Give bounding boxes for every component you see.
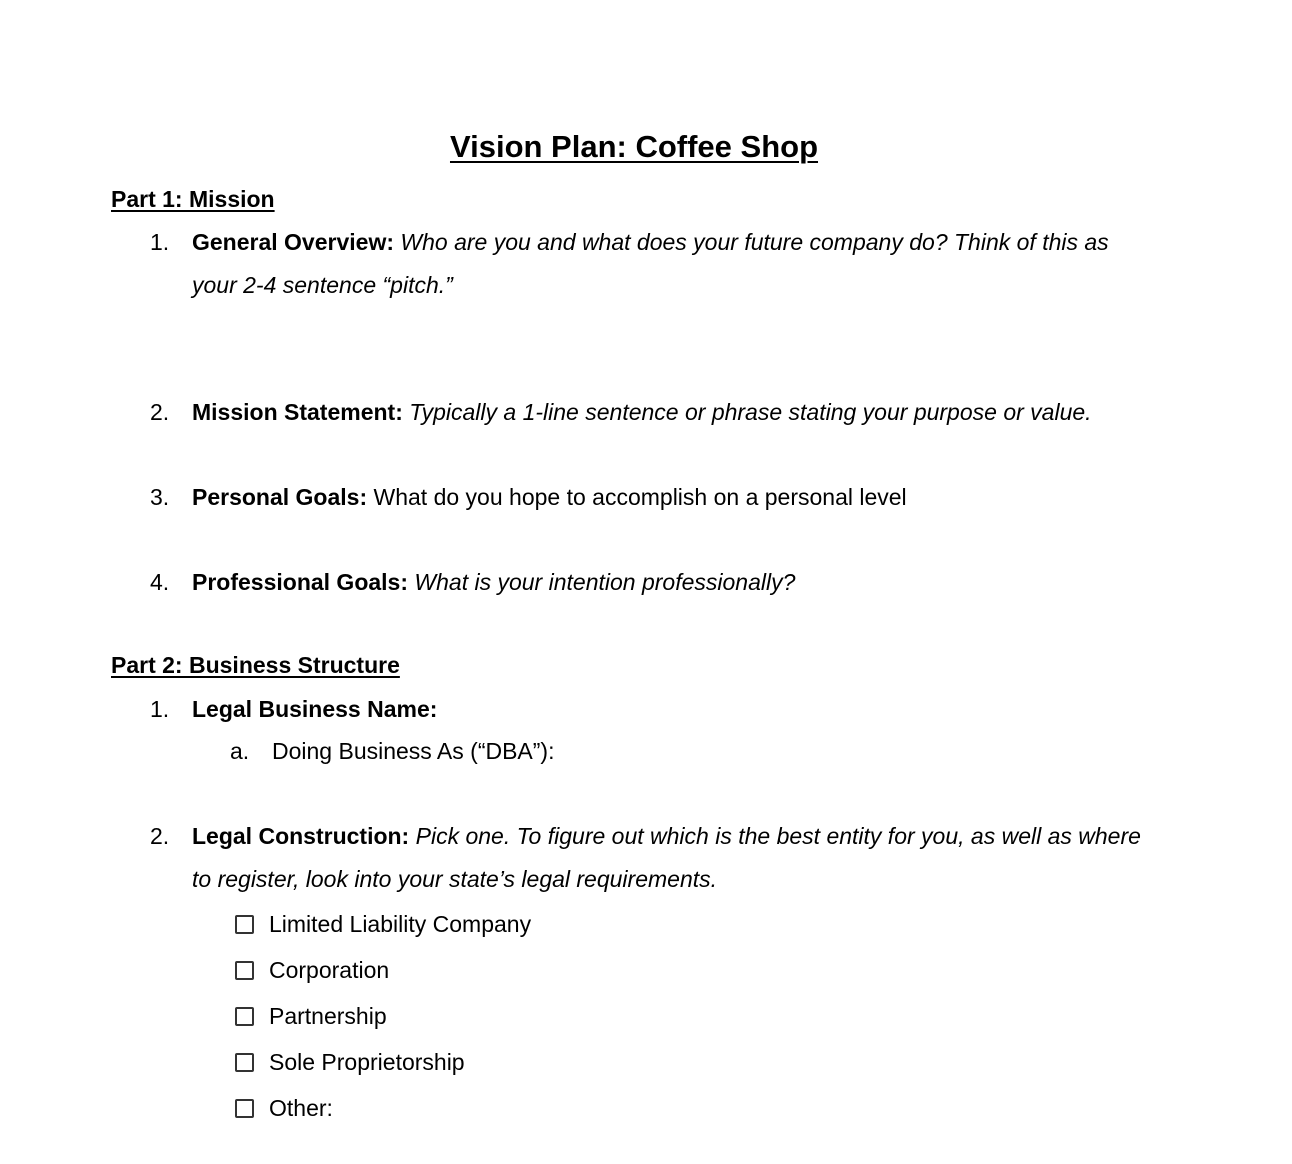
- list-number: 1.: [150, 696, 170, 722]
- item-prompt: Typically a 1-line sentence or phrase stating your purpose or value.: [409, 399, 1092, 425]
- item-prompt: What do you hope to accomplish on a personal level: [373, 484, 907, 510]
- option-partnership[interactable]: [235, 1004, 387, 1028]
- checkbox[interactable]: [235, 1053, 254, 1072]
- part1-heading: Part 1: Mission: [111, 186, 275, 212]
- list-number: 1.: [150, 229, 170, 255]
- option-label: Sole Proprietorship: [269, 1049, 465, 1075]
- checkbox[interactable]: [235, 915, 254, 934]
- option-label: Limited Liability Company: [269, 911, 532, 937]
- checkbox[interactable]: [235, 1007, 254, 1026]
- list-number: 2.: [150, 823, 170, 849]
- sub-item-text: Doing Business As (“DBA”):: [272, 738, 555, 764]
- list-number: 2.: [150, 399, 170, 425]
- item-label: Legal Construction:: [192, 823, 410, 849]
- option-label: Corporation: [269, 957, 390, 983]
- item-prompt: Pick one. To figure out which is the best entity for you, as well as where to register, look into your state’s legal requirements.: [192, 823, 1141, 892]
- mission-item-personal-goals: [150, 476, 1150, 519]
- part2-heading: Part 2: Business Structure: [111, 652, 400, 678]
- sub-item-dba: [230, 730, 554, 773]
- list-number: 3.: [150, 484, 170, 510]
- item-prompt: What is your intention professionally?: [414, 569, 796, 595]
- mission-item-professional-goals: [150, 561, 1150, 604]
- checkbox[interactable]: [235, 1099, 254, 1118]
- checkbox[interactable]: [235, 961, 254, 980]
- option-label: Other:: [269, 1095, 333, 1121]
- option-other[interactable]: [235, 1096, 333, 1120]
- item-label: General Overview:: [192, 229, 394, 255]
- structure-item-legal-construction: [150, 815, 1150, 900]
- list-letter: a.: [230, 738, 250, 764]
- option-label: Partnership: [269, 1003, 387, 1029]
- mission-item-mission-statement: [150, 391, 1150, 434]
- item-prompt: Who are you and what does your future company do? Think of this as your 2-4 sentence “pitch.”: [192, 229, 1109, 298]
- mission-item-general-overview: [150, 221, 1150, 306]
- item-label: Legal Business Name:: [192, 696, 438, 722]
- document-title: Vision Plan: Coffee Shop: [449, 129, 819, 164]
- list-number: 4.: [150, 569, 170, 595]
- option-corporation[interactable]: [235, 958, 389, 982]
- item-label: Personal Goals:: [192, 484, 368, 510]
- option-sole-proprietorship[interactable]: [235, 1050, 465, 1074]
- item-label: Mission Statement:: [192, 399, 403, 425]
- item-label: Professional Goals:: [192, 569, 409, 595]
- option-llc[interactable]: [235, 912, 531, 936]
- structure-item-legal-business-name: [150, 688, 1150, 731]
